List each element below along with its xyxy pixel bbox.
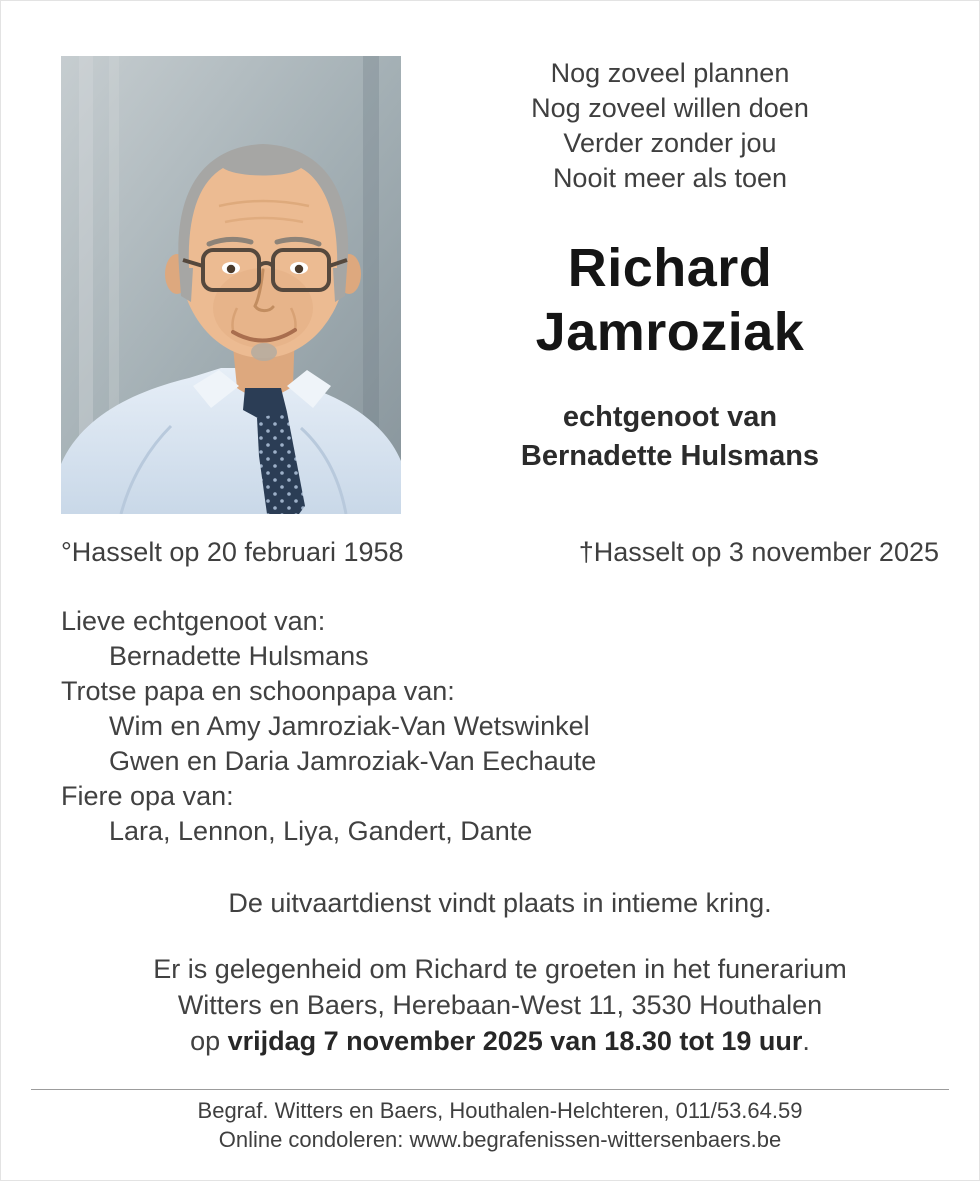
visit-line-3-suffix: . [802,1026,810,1056]
life-dates [61,534,939,570]
family-section [61,604,939,849]
relation-label: echtgenoot van [562,401,778,433]
portrait-illustration [61,56,401,514]
poem [531,56,809,196]
family-line: Bernadette Hulsmans [109,641,369,671]
relation-block [521,398,819,476]
visit-date-time: vrijdag 7 november 2025 van 18.30 tot 19 uur [227,1026,803,1056]
deceased-name [536,236,805,364]
family-line: Wim en Amy Jamroziak-Van Wetswinkel [109,711,590,741]
deceased-first-name: Richard [567,238,773,298]
poem-line: Nooit meer als toen [552,163,788,193]
header-section [61,56,939,514]
header-text-column [401,56,939,514]
spouse-name: Bernadette Hulsmans [520,440,820,472]
family-line: Lieve echtgenoot van: [61,606,326,636]
funeral-home-footer [61,1096,939,1154]
private-service-line: De uitvaartdienst vindt plaats in intieme kring. [228,888,772,918]
portrait-photo [61,56,401,514]
visit-line-2: Witters en Baers, Herebaan-West 11, 3530 Houthalen [177,990,823,1020]
poem-line: Nog zoveel willen doen [531,93,809,123]
family-line: Fiere opa van: [61,781,234,811]
family-line: Lara, Lennon, Liya, Gandert, Dante [109,816,533,846]
birth-info: °Hasselt op 20 februari 1958 [61,537,404,567]
poem-line: Nog zoveel plannen [550,58,790,88]
visitation-info [61,951,939,1059]
visit-line-1: Er is gelegenheid om Richard te groeten in het funerarium [153,954,847,984]
family-line: Trotse papa en schoonpapa van: [61,676,455,706]
divider [31,1089,949,1090]
visit-line-3-prefix: op [190,1026,228,1056]
funeral-home-contact: Begraf. Witters en Baers, Houthalen-Helchteren, 011/53.64.59 [197,1098,803,1123]
deceased-last-name: Jamroziak [535,302,805,362]
family-line: Gwen en Daria Jamroziak-Van Eechaute [109,746,597,776]
ceremony-section [61,885,939,1059]
death-info: †Hasselt op 3 november 2025 [578,537,939,567]
condolence-website: Online condoleren: www.begrafenissen-wittersenbaers.be [218,1127,782,1152]
poem-line: Verder zonder jou [563,128,777,158]
